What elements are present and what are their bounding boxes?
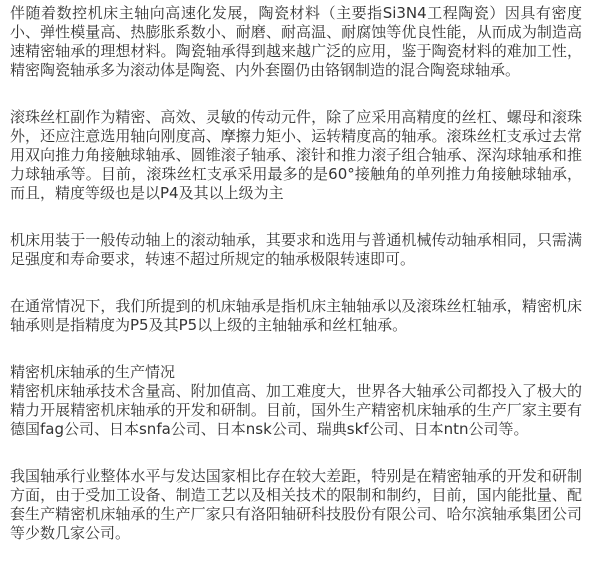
paragraph-spacer [10, 80, 582, 108]
paragraph-production-abroad: 精密机床轴承技术含量高、附加值高、加工难度大，世界各大轴承公司都投入了极大的精力开展精密机床轴承的开发和研制。目前，国外生产精密机床轴承的生产厂家主要有德国fag公司、日本snfa公司、日本nsk公司、瑞典skf公司、日本ntn公司等。 [10, 382, 582, 438]
paragraph-spacer [10, 439, 582, 467]
paragraph-production-domestic: 我国轴承行业整体水平与发达国家相比存在较大差距，特别是在精密轴承的开发和研制方面，由于受加工设备、制造工艺以及相关技术的限制和制约，目前，国内能批量、配套生产精密机床轴承的生产厂家只有洛阳轴研科技股份有限公司、哈尔滨轴承集团公司等少数几家公司。 [10, 467, 582, 542]
paragraph-spacer [10, 203, 582, 231]
paragraph-ball-screw-bearings: 滚珠丝杠副作为精密、高效、灵敏的传动元件，除了应采用高精度的丝杠、螺母和滚珠外，还应注意选用轴向刚度高、摩擦力矩小、运转精度高的轴承。滚珠丝杠支承过去常用双向推力角接触球轴承、圆锥滚子轴承、滚针和推力滚子组合轴承、深沟球轴承和推力球轴承等。目前，滚珠丝杠支承采用最多的是60°接触角的单列推力角接触球轴承，而且，精度等级也是以P4及其以上级为主 [10, 108, 582, 202]
paragraph-ceramic-bearings: 伴随着数控机床主轴向高速化发展，陶瓷材料（主要指Si3N4工程陶瓷）因具有密度小、弹性模量高、热膨胀系数小、耐磨、耐高温、耐腐蚀等优良性能，从而成为制造高速精密轴承的理想材料。陶瓷轴承得到越来越广泛的应用，鉴于陶瓷材料的难加工性，精密陶瓷轴承多为滚动体是陶瓷、内外套圈仍由铬钢制造的混合陶瓷球轴承。 [10, 4, 582, 79]
section-heading: 精密机床轴承的生产情况 [10, 363, 176, 381]
paragraph-definition: 在通常情况下，我们所提到的机床轴承是指机床主轴轴承以及滚珠丝杠轴承，精密机床轴承则是指精度为P5及其P5以上级的主轴轴承和丝杠轴承。 [10, 297, 582, 334]
paragraph-spacer [10, 269, 582, 297]
paragraph-spacer [10, 335, 582, 363]
article-body [10, 4, 582, 543]
paragraph-general-shaft-bearings: 机床用装于一般传动轴上的滚动轴承，其要求和选用与普通机械传动轴承相同，只需满足强度和寿命要求，转速不超过所规定的轴承极限转速即可。 [10, 231, 582, 268]
